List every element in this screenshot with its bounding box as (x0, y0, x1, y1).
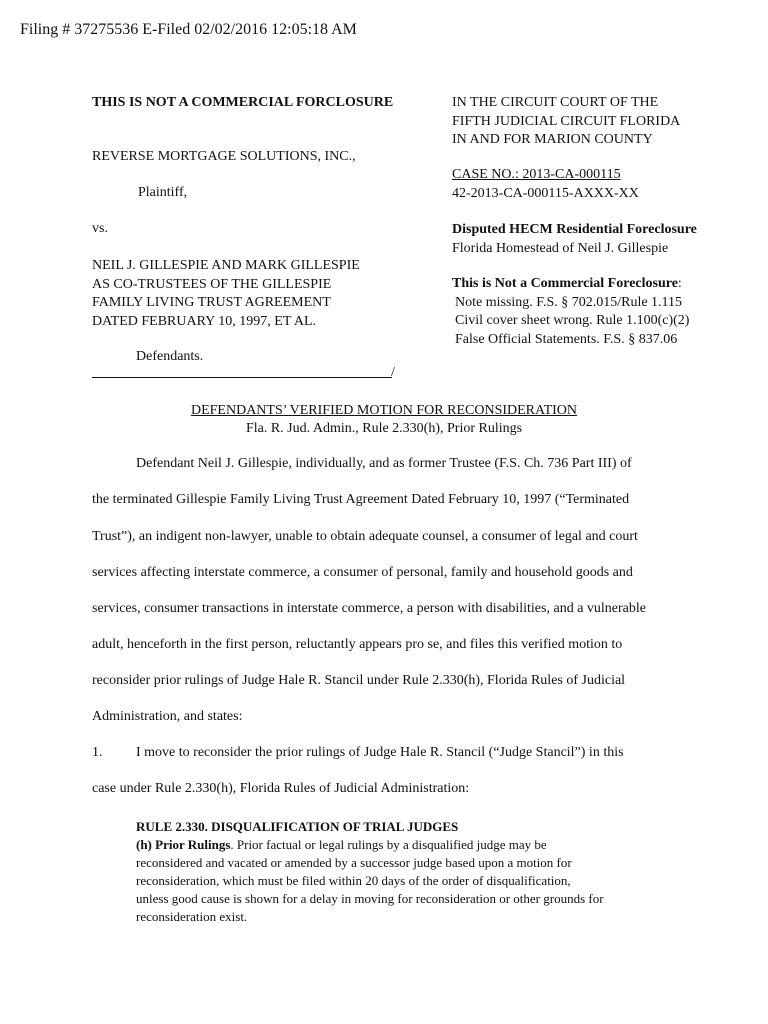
body-line: adult, henceforth in the first person, reluctantly appears pro se, and files this verified motion to (92, 637, 623, 652)
rule-quote-line: reconsideration exist. (136, 909, 248, 924)
not-commercial-heading-text: This is Not a Commercial Foreclosure (452, 276, 678, 291)
body-line: Defendant Neil J. Gillespie, individually, and as former Trustee (F.S. Ch. 736 Part III) of (136, 456, 632, 471)
not-commercial-heading (452, 275, 682, 294)
rule-first-line-text: . Prior factual or legal rulings by a disqualified judge may be (230, 837, 547, 852)
plaintiff-name: REVERSE MORTGAGE SOLUTIONS, INC., (92, 149, 356, 164)
defendants-line: AS CO-TRUSTEES OF THE GILLESPIE (92, 276, 332, 292)
disputed-subheading: Florida Homestead of Neil J. Gillespie (452, 240, 669, 256)
disputed-heading: Disputed HECM Residential Foreclosure (452, 222, 697, 237)
not-commercial-colon: : (677, 276, 682, 291)
body-line: Trust”), an indigent non-lawyer, unable to obtain adequate counsel, a consumer of legal and court (92, 529, 638, 544)
item-line: case under Rule 2.330(h), Florida Rules of Judicial Administration: (92, 781, 470, 796)
court-line: IN THE CIRCUIT COURT OF THE (452, 95, 659, 110)
court-line: FIFTH JUDICIAL CIRCUIT FLORIDA (452, 113, 681, 129)
filing-header: Filing # 37275536 E-Filed 02/02/2016 12:05:18 AM (20, 21, 357, 38)
body-line: Administration, and states: (92, 709, 243, 724)
rule-quote-line: reconsideration, which must be filed within 20 days of the order of disqualification, (136, 873, 571, 888)
versus-label: vs. (92, 221, 108, 236)
caption-divider-line (92, 377, 392, 378)
defendants-line: NEIL J. GILLESPIE AND MARK GILLESPIE (92, 258, 360, 273)
reason-line: Note missing. F.S. § 702.015/Rule 1.115 (455, 294, 683, 310)
body-line: the terminated Gillespie Family Living Trust Agreement Dated February 10, 1997 (“Terminated (92, 492, 630, 507)
body-line: services, consumer transactions in interstate commerce, a person with disabilities, and a vulnerable (92, 601, 646, 616)
court-line: IN AND FOR MARION COUNTY (452, 132, 653, 147)
case-number-alt: 42-2013-CA-000115-AXXX-XX (452, 185, 639, 201)
defendants-role: Defendants. (136, 349, 204, 364)
body-line: services affecting interstate commerce, a consumer of personal, family and household goods and (92, 565, 633, 580)
reason-line: False Official Statements. F.S. § 837.06 (455, 331, 678, 347)
item-number: 1. (92, 745, 103, 760)
rule-subheading: (h) Prior Rulings (136, 837, 231, 852)
rule-quote-line (136, 836, 547, 854)
body-line: reconsider prior rulings of Judge Hale R. Stancil under Rule 2.330(h), Florida Rules of Judicial (92, 673, 626, 688)
rule-quote-line: unless good cause is shown for a delay in moving for reconsideration or other grounds for (136, 891, 604, 906)
plaintiff-role: Plaintiff, (138, 185, 188, 200)
defendants-line: FAMILY LIVING TRUST AGREEMENT (92, 295, 331, 310)
rule-heading: RULE 2.330. DISQUALIFICATION OF TRIAL JUDGES (136, 819, 459, 834)
item-line: I move to reconsider the prior rulings of Judge Hale R. Stancil (“Judge Stancil”) in this (136, 745, 624, 760)
motion-subtitle: Fla. R. Jud. Admin., Rule 2.330(h), Prior Rulings (245, 421, 523, 436)
rule-quote-line: reconsidered and vacated or amended by a successor judge based upon a motion for (136, 855, 572, 870)
not-commercial-notice: THIS IS NOT A COMMERCIAL FORCLOSURE (92, 95, 394, 110)
defendants-line: DATED FEBRUARY 10, 1997, ET AL. (92, 313, 317, 329)
reason-line: Civil cover sheet wrong. Rule 1.100(c)(2) (455, 313, 690, 328)
caption-end-mark: / (391, 365, 395, 380)
motion-title: DEFENDANTS’ VERIFIED MOTION FOR RECONSIDERATION (190, 403, 578, 418)
case-number: CASE NO.: 2013-CA-000115 (452, 167, 621, 182)
